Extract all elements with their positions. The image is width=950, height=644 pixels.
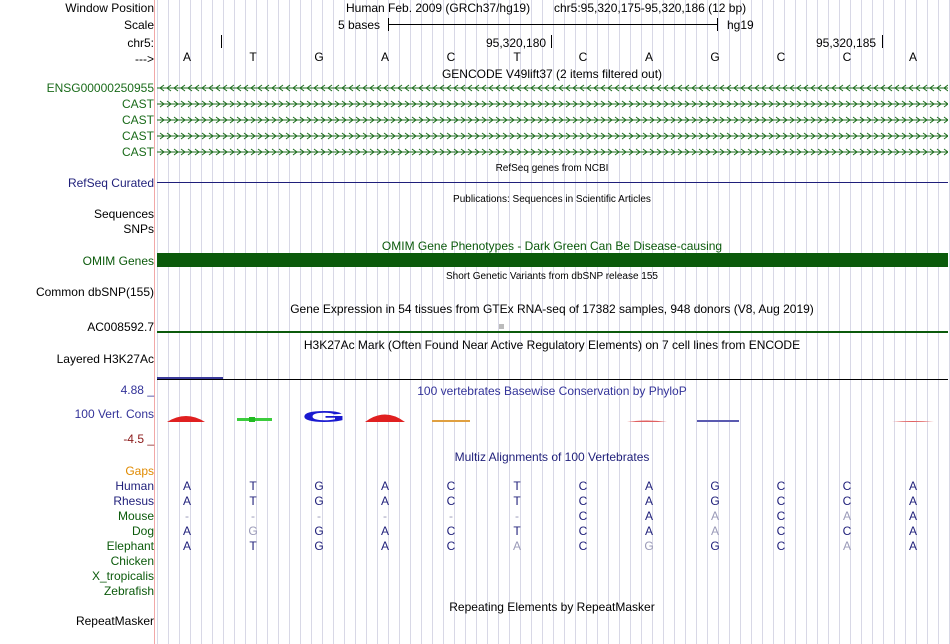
grid-line [267,0,268,644]
grid-line [828,0,829,644]
gencode-item-label[interactable]: CAST [121,145,154,159]
alignment-base: A [380,524,390,538]
coord-tick-2 [882,35,883,48]
grid-line [751,0,752,644]
grid-line [861,0,862,644]
multiz-species-label[interactable]: Elephant [106,539,154,553]
phylop-min-value: -4.5 _ [123,432,154,446]
grid-line [157,0,158,644]
grid-line [938,0,939,644]
alignment-base: C [446,524,456,538]
h3k27ac-track-title[interactable]: H3K27Ac Mark (Often Found Near Active Regulatory Elements) on 7 cell lines from ENCODE [303,338,801,352]
alignment-base: C [578,479,588,493]
reference-base: G [314,50,324,64]
alignment-base: G [710,494,720,508]
grid-line [421,0,422,644]
gtex-track-title[interactable]: Gene Expression in 54 tissues from GTEx RNA-seq of 17382 samples, 948 donors (V8, Aug 2019) [290,302,814,316]
reference-base: C [578,50,588,64]
gencode-transcript[interactable] [157,147,948,157]
grid-line [608,0,609,644]
grid-line [729,0,730,644]
omim-gene-bar[interactable] [157,253,948,267]
grid-line [179,0,180,644]
grid-line [355,0,356,644]
grid-line [553,0,554,644]
grid-line [927,0,928,644]
grid-line [366,0,367,644]
grid-line [740,0,741,644]
repeatmasker-track-label[interactable]: RepeatMasker [75,614,154,628]
grid-line [443,0,444,644]
alignment-base: T [249,479,257,493]
multiz-species-label[interactable]: Rhesus [113,494,154,508]
reference-base: C [776,50,786,64]
scale-text: 5 bases [338,18,381,32]
refseq-track-title[interactable]: RefSeq genes from NCBI [495,163,609,174]
grid-line [806,0,807,644]
reference-base: A [182,50,192,64]
grid-line [905,0,906,644]
alignment-base: A [182,524,192,538]
multiz-species-label[interactable]: Human [115,479,154,493]
grid-line [289,0,290,644]
multiz-species-label[interactable]: Zebrafish [103,584,154,598]
repeatmasker-track-title[interactable]: Repeating Elements by RepeatMasker [449,600,655,614]
grid-line [410,0,411,644]
alignment-base: - [515,509,519,523]
alignment-base: A [182,539,192,553]
alignment-base: G [710,479,720,493]
reference-base: C [842,50,852,64]
alignment-base: - [185,509,189,523]
alignment-base: C [776,524,786,538]
multiz-species-label[interactable]: X_tropicalis [91,569,154,583]
multiz-track-title[interactable]: Multiz Alignments of 100 Vertebrates [454,450,650,464]
strand-arrow-label[interactable]: ---> [135,52,154,66]
window-position-label: Window Position [65,1,154,15]
grid-line [685,0,686,644]
alignment-base: A [644,479,654,493]
label-divider [154,0,155,644]
h3k27ac-signal [157,377,223,379]
alignment-base: A [380,479,390,493]
reference-base: C [446,50,456,64]
gencode-item-label[interactable]: CAST [121,97,154,111]
alignment-base: A [842,509,852,523]
publications-sequences-label[interactable]: Sequences [93,207,154,221]
alignment-base: A [908,509,918,523]
gencode-track-title[interactable]: GENCODE V49lift37 (2 items filtered out) [441,67,663,81]
phylop-logo-t-core [249,417,255,422]
alignment-base: - [317,509,321,523]
refseq-track-label[interactable]: RefSeq Curated [67,176,154,190]
alignment-base: C [446,539,456,553]
h3k27ac-baseline [157,379,948,380]
grid-line [509,0,510,644]
alignment-base: C [776,509,786,523]
phylop-logo-c2 [627,421,667,423]
reference-base: A [644,50,654,64]
reference-base: G [710,50,720,64]
grid-line [663,0,664,644]
alignment-base: T [249,539,257,553]
grid-line [234,0,235,644]
scale-bar-left-tick [388,18,389,31]
grid-line [223,0,224,644]
alignment-base: C [446,494,456,508]
grid-line [476,0,477,644]
multiz-species-label[interactable]: Mouse [117,509,154,523]
alignment-base: A [644,509,654,523]
alignment-base: C [578,539,588,553]
gencode-transcript[interactable] [157,115,948,125]
grid-line [201,0,202,644]
grid-line [278,0,279,644]
alignment-base: T [513,494,521,508]
alignment-base: C [776,539,786,553]
scale-bar-right-tick [717,18,718,31]
grid-line [498,0,499,644]
phylop-logo-a4 [892,421,934,422]
position-range[interactable]: chr5:95,320,175-95,320,186 (12 bp) [554,1,747,15]
alignment-base: - [251,509,255,523]
coord-tick-1 [551,35,552,48]
alignment-base: A [380,539,390,553]
alignment-base: A [380,494,390,508]
reference-base: A [908,50,918,64]
grid-line [564,0,565,644]
alignment-base: C [446,479,456,493]
scale-label: Scale [123,18,154,32]
grid-line [377,0,378,644]
phylop-logo-c1 [432,420,470,422]
publications-track-title[interactable]: Publications: Sequences in Scientific Articles [453,194,651,205]
alignment-base: C [842,524,852,538]
grid-line [630,0,631,644]
gencode-transcript[interactable] [157,131,948,141]
grid-line [872,0,873,644]
gencode-item-label[interactable]: CAST [121,129,154,143]
alignment-base: - [449,509,453,523]
gtex-expression-marker [499,324,504,329]
grid-line [762,0,763,644]
omim-track-label[interactable]: OMIM Genes [82,254,154,268]
alignment-base: A [644,524,654,538]
alignment-base: C [842,479,852,493]
phylop-logo-a3 [697,420,739,422]
grid-line [575,0,576,644]
grid-line [894,0,895,644]
alignment-base: T [513,479,521,493]
phylop-logo-a2 [365,415,405,423]
multiz-species-label[interactable]: Dog [131,524,154,538]
alignment-base: G [314,494,324,508]
alignment-base: A [182,494,192,508]
alignment-base: A [842,539,852,553]
alignment-base: A [908,539,918,553]
grid-line [597,0,598,644]
alignment-base: C [776,479,786,493]
gtex-gene-bar[interactable] [157,331,948,333]
alignment-base: C [578,524,588,538]
phylop-track-label[interactable]: 100 Vert. Cons [74,407,154,421]
grid-line [707,0,708,644]
publications-snps-label[interactable]: SNPs [123,222,154,236]
coord-label-2: 95,320,185 [816,36,877,50]
alignment-base: T [249,494,257,508]
grid-line [344,0,345,644]
grid-line [531,0,532,644]
grid-line [487,0,488,644]
alignment-base: G [314,539,324,553]
grid-line [311,0,312,644]
grid-line [300,0,301,644]
grid-line [619,0,620,644]
phylop-logo-g: G [302,409,346,425]
gencode-item-label[interactable]: ENSG00000250955 [46,81,154,95]
gencode-item-label[interactable]: CAST [121,113,154,127]
grid-line [333,0,334,644]
grid-line [839,0,840,644]
grid-line [168,0,169,644]
reference-base: T [249,50,257,64]
phylop-track-title[interactable]: 100 vertebrates Basewise Conservation by PhyloP [417,384,687,398]
phylop-logo-a1 [167,416,205,422]
omim-track-title[interactable]: OMIM Gene Phenotypes - Dark Green Can Be Disease-causing [381,239,723,253]
alignment-base: G [314,524,324,538]
alignment-base: G [644,539,654,553]
phylop-logo [157,405,948,425]
grid-line [432,0,433,644]
alignment-base: A [644,494,654,508]
coord-tick-0 [221,35,222,48]
alignment-base: A [908,479,918,493]
alignment-base: A [908,494,918,508]
alignment-base: A [512,539,522,553]
grid-line [212,0,213,644]
assembly-name: Human Feb. 2009 (GRCh37/hg19) [346,1,531,15]
refseq-gene-line[interactable] [157,182,948,183]
grid-line [245,0,246,644]
dbsnp-track-label[interactable]: Common dbSNP(155) [35,285,154,299]
grid-line [883,0,884,644]
alignment-base: A [710,524,720,538]
alignment-base: C [578,509,588,523]
phylop-max-value: 4.88 _ [120,383,154,397]
reference-base: A [380,50,390,64]
alignment-base: A [908,524,918,538]
chrom-label: chr5: [127,36,154,50]
grid-line [795,0,796,644]
alignment-base: - [383,509,387,523]
grid-line [542,0,543,644]
grid-line [399,0,400,644]
grid-line [674,0,675,644]
alignment-base: A [182,479,192,493]
alignment-base: C [776,494,786,508]
alignment-base: G [314,479,324,493]
multiz-gaps-label[interactable]: Gaps [125,464,154,478]
alignment-base: G [248,524,258,538]
reference-base: T [513,50,521,64]
grid-line [773,0,774,644]
grid-line [696,0,697,644]
dbsnp-track-title[interactable]: Short Genetic Variants from dbSNP release 155 [446,271,658,282]
gtex-track-label[interactable]: AC008592.7 [87,320,154,334]
gencode-transcript[interactable] [157,83,948,93]
gencode-transcript[interactable] [157,99,948,109]
scale-db: hg19 [727,18,754,32]
grid-line [641,0,642,644]
scale-bar [388,24,718,25]
coord-label-1: 95,320,180 [486,36,547,50]
alignment-base: C [578,494,588,508]
alignment-base: A [710,509,720,523]
multiz-species-label[interactable]: Chicken [110,554,154,568]
grid-line [465,0,466,644]
alignment-base: T [513,524,521,538]
alignment-base: C [842,494,852,508]
alignment-base: G [710,539,720,553]
grid-line [817,0,818,644]
h3k27ac-track-label[interactable]: Layered H3K27Ac [56,352,154,366]
